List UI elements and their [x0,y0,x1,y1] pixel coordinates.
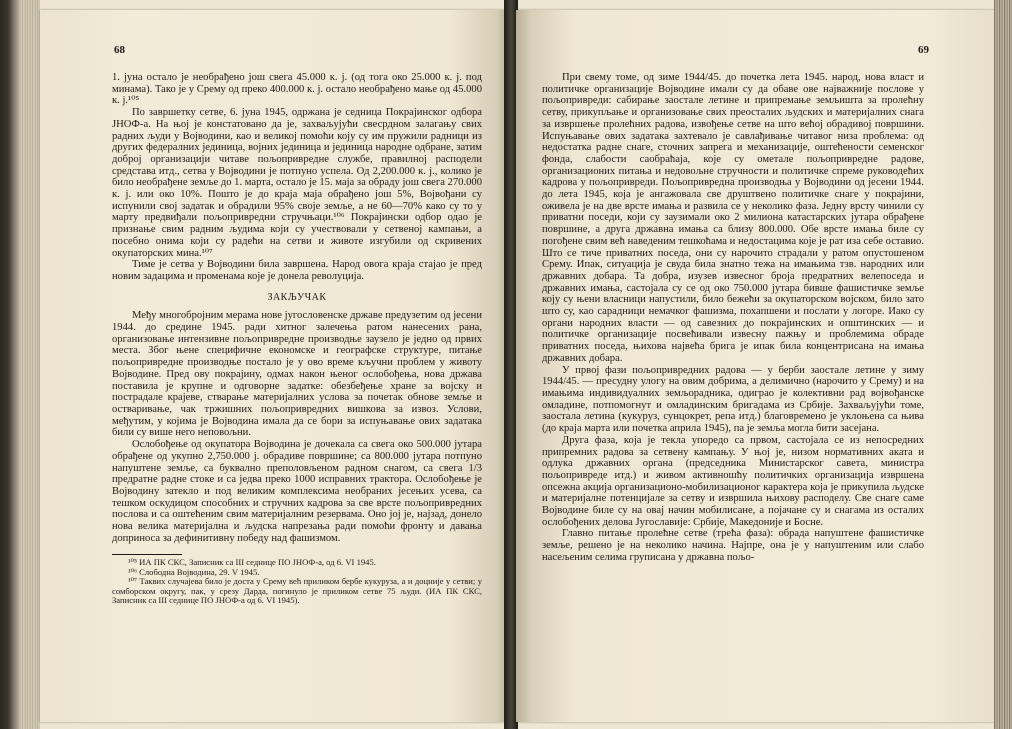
paragraph: При свему томе, од зиме 1944/45. до почетка лета 1945. народ, нова власт и политичке организације Војводине имали су да обаве ове најважније послове у пољопривреди: сабирање заостале летине и припремање земљишта за пролећну сетву, прикупљање и организовање свих преосталих људских и материјалних снага за извршење пролећних радова, извођење сетве на што већој обрадивој површини. Испуњавање ових задатака захтевало је савлађивање читавог низа проблема: од недостатка радне снаге, сточних запрега и механизације, оштећености семенског фонда, слабости саобраћаја, које су ометале пољопривредне радове, организационих питања и недовољне стручности и политичке спреме руководећих кадрова у пољопривреди. Пољопривредна производња у Војводини од јесени 1944. до лета 1945, која је ангажовала све друштвено политичке снаге у покрајини, оживела је на две врсте имања и развила се у неколико фаза. Једну врсту чинили су приватни поседи, који су заузимали око 2 милиона катастарских јутара обрађене површине, а друга државна имања са близу 800.000. Обе врсте имања биле су погођене свим већ наведеним тешкоћама и недостацима које је рат иза себе оставио. Што се тиче приватних поседа, они су нарочито страдали у ратом опустошеном Срему. Ипак, ситуација је свуда била знатно тежа на имањима тзв. народних или државних добара. Та добра, изузев извесног броја предратних велепоседа и државних имања, састојала су се од око 750.000 јутара бивше фашистичке земље коју су њени власници напустили, било бежећи за окупаторском војском, било зато што су, као сарадници немачког фашизма, похапшени и послати у логоре. Иако су органи народних власти — од савезних до покрајинских и општинских — и политичке организације посвећивали извесну пажњу и проблемима обраде приватних поседа, њихова највећа брига је ипак била концентрисана на имања државних добара. [542,72,924,364]
section-title: ЗАКЉУЧАК [267,291,327,303]
page-number-right: 69 [918,44,929,56]
footnote: ¹⁰⁶ Слободна Војводина, 29. V 1945. [128,566,260,577]
footnote: ¹⁰⁷ Таквих случајева било је доста у Срему већ приликом бербе кукуруза, а и доцније у сетви; у сомборском округу, пак, у срезу Дарда, погинуло је приликом сетве 75 људи. (ИА ПК СКС, Записник са III седнице ПО ЈНОФ-а од 6. VI 1945). [112,576,482,606]
paragraph: Тиме је сетва у Војводини била завршена. Народ овога краја стајао је пред новим задацима и променама које је донела револуција. [112,259,482,282]
right-page [516,10,996,722]
left-text-column [112,72,482,605]
left-page-edges [22,0,40,729]
paragraph: У првој фази пољопривредних радова — у берби заостале летине у зиму 1944/45. — пресудну улогу на овим добрима, а делимично (нарочито у Срему) и на имањима индивидуалних земљорадника, одиграо је колективни рад војвођанске омладине, потпомогнут и омладинским бригадама из Србије. Захваљујући томе, заостала летина (кукуруз, сунцокрет, репа итд.) благовремено је уклоњена са њива (до краја марта или почетка априла 1945), па је земља могла бити засејана. [542,364,924,435]
footnote: ¹⁰⁵ ИА ПК СКС, Записник са III седнице ПО ЈНОФ-а, од 6. VI 1945. [128,557,376,568]
paragraph: Главно питање пролећне сетве (трећа фаза): обрада напуштене фашистичке земље, решено је на неколико начина. Најпре, она је у напуштеним или слабо насељеним селима груписана у државна пољо- [542,528,924,563]
right-page-edges [994,0,1012,729]
paragraph: Ослобођење од окупатора Војводина је дочекала са свега око 500.000 јутара обрађене од укупно 2,750.000 ј. обрадиве површине; са 800.000 јутара потпуно напуштене земље, са буквално преполовљеном радном снагом, са свега 1/3 предратне радне стоке и са једва преко 1000 исправних трактора. Ослобођење је Војводину затекло и под великим комплексима необраних јесењих усева, са тешком оскудицом способних и стручних кадрова за све врсте пољопривредних послова и са оштећеним свим материјалним резервама. Оно јој је, најзад, донело нова велика материјална и људска напрезања ради помоћи фронту и давања доприноса за дефинитивну победу над фашизмом. [112,439,482,544]
page-number-left: 68 [114,44,125,56]
paragraph: По завршетку сетве, 6. јуна 1945, одржана је седница Покрајинског одбора ЈНОФ-а. На њој је констатовано да је, захваљујући свесрдном залагању свих радних људи у Војводини, као и великој помоћи коју су им пружили радници из других федералних јединица, војних јединица и јединица народне одбране, затим доброј организацији читаве пољопривредне службе, правилној расподели средстава итд., сетва у Војводини је потпуно успела. Од 2,200.000 к. ј., колико је било необрађене земље до 1. марта, остало је 15. маја за обраду још свега 270.000 к. ј. или око 10%. Пошто је до краја маја обрађено још 5%, Војвођани су испунили свој задатак и обрадили 95% своје земље, а не 60—70% како су то у марту предвиђали пољопривредни стручњаци.¹⁰⁶ Покрајински одбор одао је признање свим радним људима који су учествовали у сетвеној кампањи, а посебно онима који су радећи на сетви и животе изгубили од скривених окупаторских мина.¹⁰⁷ [112,107,482,259]
paragraph: Друга фаза, која је текла упоредо са првом, састојала се из непосредних припремних радова за сетвену кампању. У њој је, низом нормативних аката и одлука државних органа (председника Министарског савета, министра пољопривреде итд.) и живом активношћу политичких организација извршена опсежна акција организационо-мобилизационог карактера која је прикупила људске и материјалне потенцијале за сетву и извршила њихову расподелу. Све снаге саме Војводине биле су на овај начин мобилисане, а појачане су и снагама из осталих ослобођених делова Југославије: Србије, Македоније и Босне. [542,434,924,528]
left-page [40,10,506,722]
paragraph: 1. јуна остало је необрађено још свега 45.000 к. ј. (од тога око 25.000 к. ј. под минама). Тако је у Срему од преко 400.000 к. ј. остало необрађено мање од 45.000 к. ј.¹⁰⁵ [112,72,482,107]
footnote-divider [112,554,182,555]
paragraph: Међу многобројним мерама нове југословенске државе предузетим од јесени 1944. до средине 1945. ради хитног залечења ратом нанесених рана, организовање интензивне пољопривредне производње заузело је једно од првих места. Због њене специфичне економске и географске структуре, питање пољопривредне производње постало је у ово време кључни проблем у животу Војводине. Пред ову покрајину, одмах након њеног ослобођења, нова држава поставила је крупне и одговорне задатке: обезбеђење хране за војску и пострадале крајеве, стварање материјалних услова за почетак обнове земље и остваривање, чак тржишних пољопривредних вишкова за извоз. Услови, међутим, у којима је Војводина имала да се бори за испуњавање ових задатака били су више него неповољни. [112,310,482,439]
right-text-column [542,72,924,564]
